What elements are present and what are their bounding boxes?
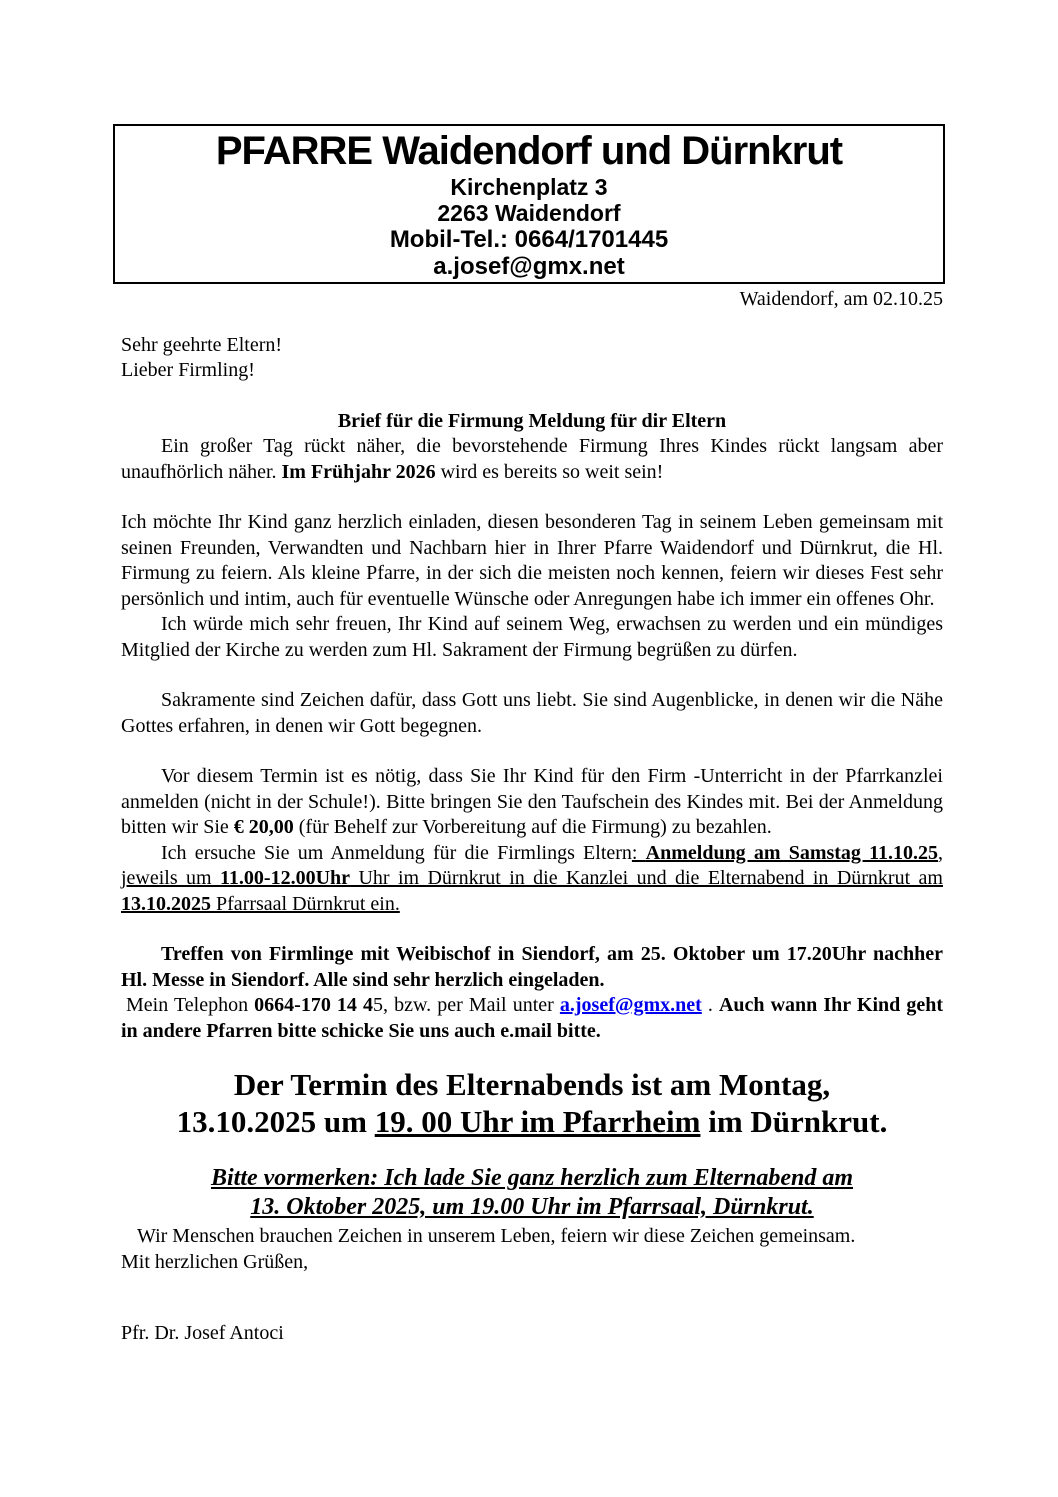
reminder-heading bbox=[121, 1164, 943, 1222]
paragraph-contact-phone: 0664-170 14 4 bbox=[254, 994, 374, 1016]
paragraph-contact-text-2: 5, bzw. per Mail unter bbox=[373, 994, 560, 1016]
letterhead-city: 2263 Waidendorf bbox=[437, 200, 621, 226]
paragraph-appointment-date-2: 13.10.2025 bbox=[121, 892, 211, 915]
paragraph-appointment-text-1: Ich ersuche Sie um Anmeldung für die Firmlings Eltern bbox=[161, 841, 632, 864]
email-link[interactable]: a.josef@gmx.net bbox=[559, 994, 702, 1016]
paragraph-invitation: Ich möchte Ihr Kind ganz herzlich einladen, diesen besonderen Tag in seinem Leben gemeinsam mit seinen Freunden, Verwandten und Nachbarn hier in Ihrer Pfarre Waidendorf und Dürnkrut, die Hl. Firmung zu feiern. Als kleine Pfarre, in der sich die meisten noch kennen, feiern wir dieses Fest sehr persönlich und intim, auch für eventuelle Wünsche oder Anregungen habe ich immer ein offenes Ohr. bbox=[121, 511, 943, 610]
reminder-line-1 bbox=[121, 1164, 943, 1193]
paragraph-wish: Ich würde mich sehr freuen, Ihr Kind auf seinem Weg, erwachsen zu werden und ein mündiges Mitglied der Kirche zu werden zum Hl. Sakrament der Firmung begrüßen zu dürfen. bbox=[121, 613, 943, 661]
announcement-heading bbox=[121, 1066, 943, 1140]
paragraph-contact-text-3: . bbox=[701, 994, 719, 1016]
letterhead-box bbox=[113, 124, 945, 284]
letterhead-phone: Mobil-Tel.: 0664/1701445 bbox=[389, 226, 669, 253]
paragraph-sacraments: Sakramente sind Zeichen dafür, dass Gott uns liebt. Sie sind Augenblicke, in denen wir die Nähe Gottes erfahren, in denen wir Gott begegnen. bbox=[121, 689, 943, 737]
paragraph-contact-text-1: Mein Telephon bbox=[126, 994, 255, 1016]
paragraph-appointment-date-1: Anmeldung am Samstag 11.10.25 bbox=[645, 841, 939, 864]
dateline: Waidendorf, am 02.10.25 bbox=[739, 288, 943, 310]
paragraph-registration-text-2: (für Behelf zur Vorbereitung auf die Firmung) zu bezahlen. bbox=[293, 816, 772, 838]
paragraph-contact-note: Auch wann Ihr Kind geht in andere Pfarren bitte schicke Sie uns auch e.mail bitte. bbox=[121, 994, 943, 1042]
reminder-line-2-text: 13. Oktober 2025, um 19.00 Uhr im Pfarrsaal, Dürnkrut. bbox=[250, 1194, 814, 1220]
closing-line-2: Mit herzlichen Grüßen, bbox=[121, 1250, 309, 1273]
closing-block bbox=[121, 1224, 943, 1275]
paragraph-intro-bold-date: Im Frühjahr 2026 bbox=[281, 460, 436, 483]
reminder-line-1-text: Bitte vormerken: Ich lade Sie ganz herzlich zum Elternabend am bbox=[210, 1165, 854, 1191]
paragraph-appointment-text-2: , jeweils um bbox=[121, 841, 944, 889]
announcement-line-2 bbox=[121, 1103, 943, 1140]
announcement-line-1: Der Termin des Elternabends ist am Montag, bbox=[233, 1067, 831, 1102]
paragraph-intro bbox=[121, 434, 943, 485]
salutation-block bbox=[121, 333, 943, 384]
letterhead-street: Kirchenplatz 3 bbox=[450, 174, 608, 200]
announcement-line-2-post: im Dürnkrut. bbox=[700, 1104, 888, 1139]
paragraph-contact bbox=[121, 993, 943, 1044]
paragraph-appointment-colon: : bbox=[631, 841, 646, 864]
letterhead-title: PFARRE Waidendorf und Dürnkrut bbox=[215, 129, 843, 173]
salutation-line-1: Sehr geehrte Eltern! bbox=[121, 333, 283, 356]
announcement-line-2-pre: 13.10.2025 um bbox=[176, 1104, 375, 1139]
letterhead-email: a.josef@gmx.net bbox=[433, 253, 625, 280]
paragraph-intro-text-2: wird es bereits so weit sein! bbox=[435, 460, 664, 483]
closing-line-1: Wir Menschen brauchen Zeichen in unserem Leben, feiern wir diese Zeichen gemeinsam. bbox=[137, 1225, 856, 1247]
announcement-line-2-underlined: 19. 00 Uhr im Pfarrheim bbox=[374, 1104, 701, 1139]
paragraph-appointment-text-3: Uhr im Dürnkrut in die Kanzlei und die Elternabend in Dürnkrut am bbox=[350, 867, 943, 889]
paragraph-registration bbox=[121, 764, 943, 841]
subject-heading: Brief für die Firmung Meldung für dir Eltern bbox=[337, 409, 727, 432]
paragraph-registration-text-1: Vor diesem Termin ist es nötig, dass Sie Ihr Kind für den Firm -Unterricht in der Pfarrkanzlei anmelden (nicht in der Schule!). Bitte bringen Sie den Taufschein des Kindes mit. Bei der Anmeldung bitten wir Sie bbox=[121, 765, 943, 838]
salutation-line-2: Lieber Firmling! bbox=[121, 359, 255, 381]
paragraph-appointment bbox=[121, 841, 943, 918]
paragraph-appointment-text-4: Pfarrsaal Dürnkrut ein. bbox=[211, 892, 400, 915]
paragraph-appointment-time: 11.00-12.00Uhr bbox=[220, 867, 351, 889]
paragraph-registration-fee: € 20,00 bbox=[233, 816, 294, 838]
signature: Pfr. Dr. Josef Antoci bbox=[121, 1322, 284, 1344]
paragraph-bishop-meeting: Treffen von Firmlinge mit Weibischof in Siendorf, am 25. Oktober um 17.20Uhr nachher Hl. Messe in Siendorf. Alle sind sehr herzlich eingeladen. bbox=[121, 943, 943, 991]
reminder-line-2 bbox=[121, 1193, 943, 1222]
paragraph-intro-text-1: Ein großer Tag rückt näher, die bevorstehende Firmung Ihres Kindes rückt langsam aber unaufhörlich näher. bbox=[121, 435, 943, 483]
